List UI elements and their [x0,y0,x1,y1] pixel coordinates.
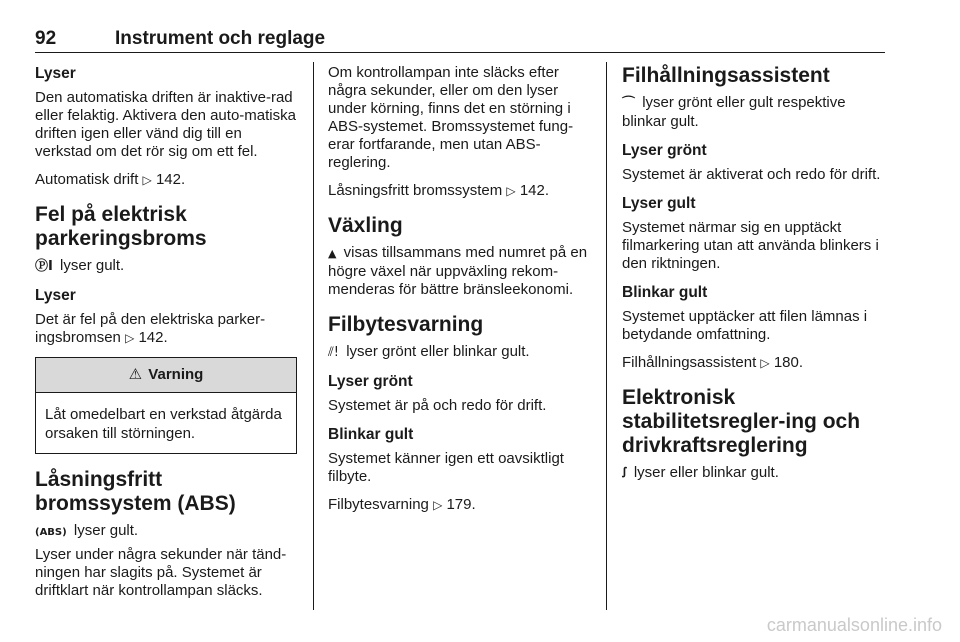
column-2 [328,64,590,524]
cross-reference: Filbytesvarning ▷ 179. [328,496,476,513]
parking-brake-fault-icon: ⓅI [35,259,53,274]
section-subheading: Lyser gult [622,195,696,212]
paragraph: Om kontrollampan inte släcks efter några sekunder, eller om den lyser under körning, finns det en störning i ABS-systemet. Bromssystemet fung-erar fortfarande, men utan ABS-reglering. [328,64,574,171]
ref-arrow-icon: ▷ [433,498,443,512]
section-subheading: Blinkar gult [622,284,708,301]
paragraph: Systemet känner igen ett oavsiktligt filbyte. [328,450,564,485]
section-heading: Elektronisk stabilitetsregler-ing och drivkraftsreglering [622,386,861,457]
indicator-line: ꭍ lyser eller blinkar gult. [622,464,779,481]
column-divider [313,62,314,610]
paragraph: Systemet är på och redo för drift. [328,397,547,414]
paragraph: Systemet är aktiverat och redo för drift. [622,166,881,183]
ref-arrow-icon: ▷ [760,356,770,370]
column-3 [622,64,887,493]
lane-keep-assist-icon: ⌒ [622,96,636,111]
section-heading: Fel på elektrisk parkeringsbroms [35,203,207,250]
cross-reference: Filhållningsassistent ▷ 180. [622,354,804,371]
column-divider [606,62,607,610]
section-heading: Filbytesvarning [328,313,484,336]
section-subheading: Blinkar gult [328,426,414,443]
section-heading: Filhållningsassistent [622,64,830,87]
indicator-line: ⫽! lyser grönt eller blinkar gult. [328,343,530,360]
paragraph: ▲ visas tillsammans med numret på en högre växel när uppväxling rekom-menderas för bättre bränsleekonomi. [328,244,588,298]
ref-arrow-icon: ▷ [142,173,152,187]
warning-header: ⚠ Varning [36,358,296,393]
cross-reference: Det är fel på den elektriska parker-ingsbromsen ▷ 142. [35,311,266,346]
section-subheading: Lyser [35,287,76,304]
indicator-line: ⌒ lyser grönt eller gult respektive blinkar gult. [622,94,846,130]
lane-change-warning-icon: ⫽! [328,345,340,360]
shift-up-icon: ▲ [328,247,337,260]
paragraph: Den automatiska driften är inaktive-rad eller felaktig. Aktivera den auto-matiska driften igen eller vänd dig till en verkstad om det rör sig om ett fel. [35,89,296,160]
section-subheading: Lyser grönt [622,142,707,159]
section-subheading: Lyser grönt [328,373,413,390]
section-subheading: Lyser [35,65,76,82]
indicator-line: (ABS) lyser gult. [35,522,297,542]
warning-triangle-icon: ⚠ [128,365,143,383]
paragraph: Systemet upptäcker att filen lämnas i betydande omfattning. [622,308,868,343]
ref-arrow-icon: ▷ [506,184,516,198]
cross-reference: Låsningsfritt bromssystem ▷ 142. [328,182,550,199]
section-heading: Låsningsfritt bromssystem (ABS) [35,468,236,515]
cross-reference: Automatisk drift ▷ 142. [35,171,186,188]
page-header [35,26,885,53]
watermark: carmanualsonline.info [766,615,942,635]
page-number: 92 [35,28,57,49]
paragraph: Systemet närmar sig en upptäckt filmarkering utan att använda blinkers i den riktningen. [622,219,879,272]
paragraph: Lyser under några sekunder när tänd-ningen har slagits på. Systemet är driftklart när kontrollampan släcks. [35,546,287,599]
abs-icon: (ABS) [35,527,67,538]
warning-box [35,357,297,454]
esc-traction-icon: ꭍ [622,466,627,481]
chapter-title: Instrument och reglage [115,28,326,49]
section-heading: Växling [328,214,403,237]
ref-arrow-icon: ▷ [125,331,135,345]
warning-body: Låt omedelbart en verkstad åtgärda orsaken till störningen. [45,406,282,442]
indicator-line: ⓅI lyser gult. [35,257,125,274]
column-1 [35,64,297,610]
